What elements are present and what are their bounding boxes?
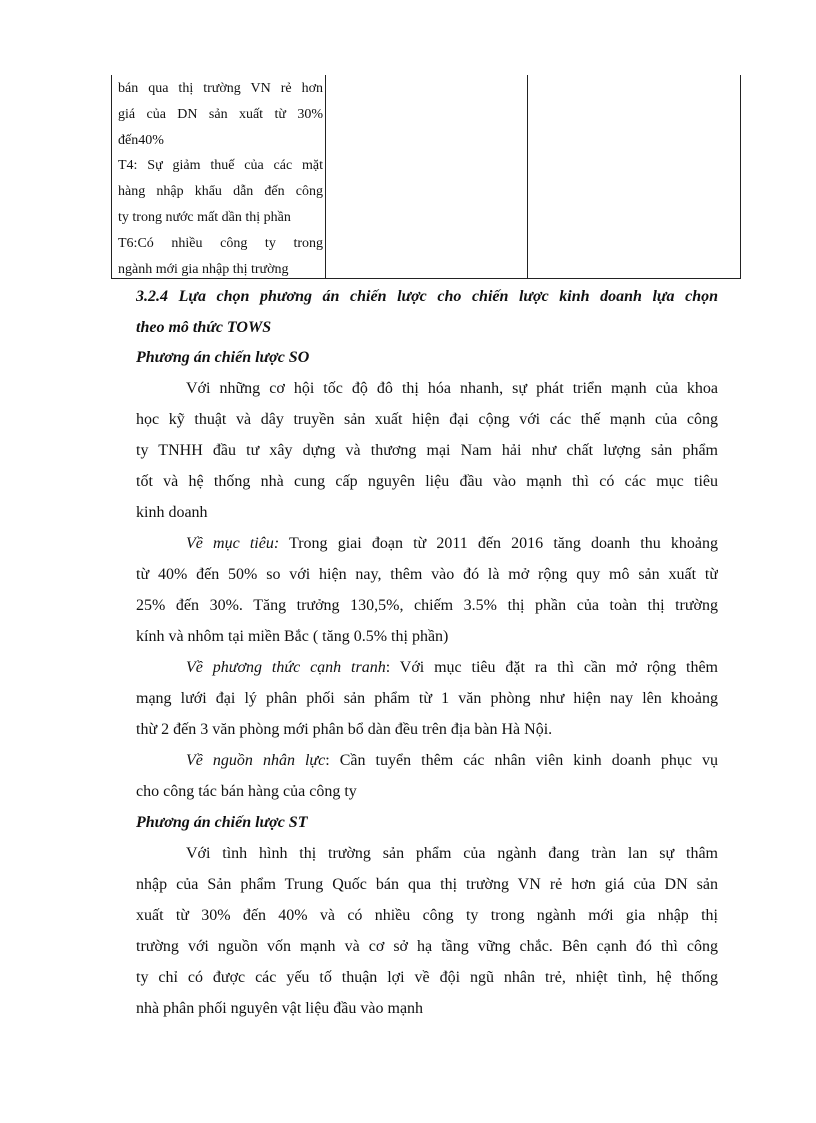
table-cell-line: bán qua thị trường VN rẻ hơn: [118, 81, 323, 96]
compete-text: : Với mục tiêu đặt ra thì cần mở rộng thêm: [385, 659, 718, 676]
table-cell-empty: [528, 75, 742, 278]
paragraph-line: Với tình hình thị trường sản phẩm của ngành đang tràn lan sự thâm: [186, 845, 718, 862]
goal-text: Trong giai đoạn từ 2011 đến 2016 tăng doanh thu khoảng: [279, 535, 718, 552]
paragraph-line: Với những cơ hội tốc độ đô thị hóa nhanh, sự phát triển mạnh của khoa: [186, 380, 718, 397]
paragraph-line: ty TNHH đầu tư xây dựng và thương mại Nam hải như chất lượng sản phẩm: [136, 442, 718, 459]
hr-text: : Cần tuyển thêm các nhân viên kinh doanh phục vụ: [325, 752, 718, 769]
paragraph-line: ty chỉ có được các yếu tố thuận lợi về đội ngũ nhân trẻ, nhiệt tình, hệ thống: [136, 969, 718, 986]
paragraph-line: cho công tác bán hàng của công ty: [136, 783, 357, 800]
table-cell-line: T6:Có nhiều công ty trong: [118, 235, 323, 251]
paragraph-line: kinh doanh: [136, 504, 208, 521]
so-heading: Phương án chiến lược SO: [136, 349, 310, 366]
hr-label: Về nguồn nhân lực: [186, 752, 326, 769]
table-cell-empty: [326, 75, 528, 278]
table-cell-line: giá của DN sản xuất từ 30%: [118, 106, 323, 122]
tows-table-fragment: [111, 75, 741, 279]
paragraph-line: trường với nguồn vốn mạnh và cơ sở hạ tầng vững chắc. Bên cạnh đó thì công: [136, 938, 718, 955]
section-heading-line: theo mô thức TOWS: [136, 319, 272, 336]
hr-line: [136, 745, 718, 776]
table-cell-line: đến40%: [118, 132, 164, 148]
st-heading: Phương án chiến lược ST: [136, 814, 308, 831]
paragraph-line: 25% đến 30%. Tăng trưởng 130,5%, chiếm 3.5% thị phần của toàn thị trường: [136, 597, 718, 614]
paragraph-line: mạng lưới đại lý phân phối sản phẩm từ 1 văn phòng như hiện nay lên khoảng: [136, 690, 718, 707]
so-section: [136, 342, 718, 807]
table-cell-line: ty trong nước mất dần thị phần: [118, 209, 291, 225]
paragraph-line: nhà phân phối nguyên vật liệu đầu vào mạnh: [136, 1000, 424, 1017]
table-cell-line: ngành mới gia nhập thị trường: [118, 261, 289, 277]
paragraph-line: thừ 2 đến 3 văn phòng mới phân bổ dàn đều trên địa bàn Hà Nội.: [136, 721, 553, 738]
compete-label: Về phương thức cạnh tranh: [186, 659, 386, 676]
table-cell-threats: [112, 75, 326, 278]
paragraph-line: xuất từ 30% đến 40% và có nhiều công ty trong ngành mới gia nhập thị: [136, 907, 718, 924]
section-heading: [136, 281, 718, 343]
goal-line: [136, 528, 718, 559]
section-heading-line: 3.2.4 Lựa chọn phương án chiến lược cho chiến lược kinh doanh lựa chọn: [136, 288, 718, 305]
paragraph-line: nhập của Sản phẩm Trung Quốc bán qua thị trường VN rẻ hơn giá của DN sản: [136, 876, 718, 893]
paragraph-line: kính và nhôm tại miền Bắc ( tăng 0.5% thị phần): [136, 628, 449, 645]
paragraph-line: tốt và hệ thống nhà cung cấp nguyên liệu đầu vào mạnh thì có các mục tiêu: [136, 473, 718, 490]
paragraph-line: học kỹ thuật và dây truyền sản xuất hiện đại cộng với các thế mạnh của công: [136, 411, 718, 428]
st-section: [136, 807, 718, 1024]
table-cell-line: T4: Sự giảm thuế của các mặt: [118, 158, 323, 174]
goal-label: Về mục tiêu:: [186, 535, 280, 552]
paragraph-line: từ 40% đến 50% so với hiện nay, thêm vào đó là mở rộng quy mô sản xuất từ: [136, 566, 718, 583]
table-cell-line: hàng nhập khẩu dẫn đến công: [118, 184, 323, 200]
compete-line: [136, 652, 718, 683]
